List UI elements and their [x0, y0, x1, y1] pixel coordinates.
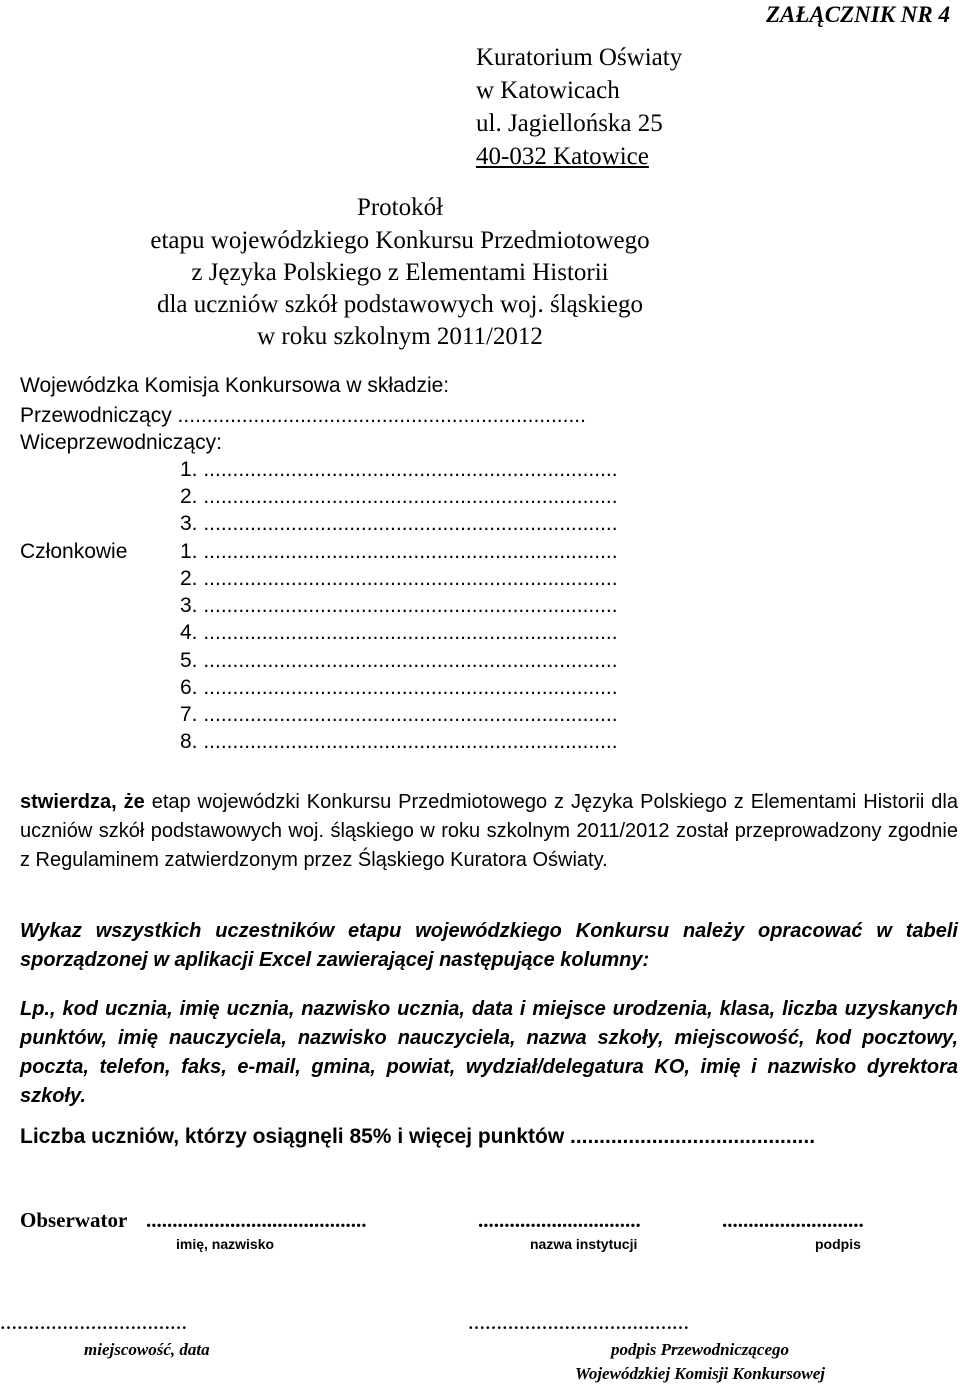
title-line-2: etapu wojewódzkiego Konkursu Przedmiotowego	[150, 227, 650, 254]
member-item-4: 4. .......................................................................	[180, 621, 618, 644]
statement-paragraph	[20, 788, 958, 875]
observer-label: Obserwator	[20, 1208, 128, 1232]
members-label: Członkowie	[20, 540, 128, 563]
vice-label: Wiceprzewodniczący:	[20, 431, 222, 454]
chair-signature-caption-2: Wojewódzkiej Komisji Konkursowej	[574, 1364, 825, 1383]
title-line-3: z Języka Polskiego z Elementami Historii	[191, 259, 609, 286]
address-line-2: w Katowicach	[476, 77, 620, 104]
instructions-intro: Wykaz wszystkich uczestników etapu wojewódzkiego Konkursu należy opracować w tabeli sporządzonej w aplikacji Excel zawierającej następujące kolumny:	[20, 920, 958, 971]
chair-signature-caption-1: podpis Przewodniczącego	[610, 1340, 790, 1359]
caption-institution: nazwa instytucji	[530, 1236, 638, 1252]
vice-item-2: 2. .......................................................................	[180, 485, 618, 508]
statement-lead: stwierdza, że	[20, 791, 145, 813]
statement-body: etap wojewódzki Konkursu Przedmiotowego z Języka Polskiego z Elementami Historii dla uczniów szkół podstawowych woj. śląskiego w roku szkolnym 2011/2012 został przeprowadzony zgodnie z Regulaminem zatwierdzonym przez Śląskiego Kuratora Oświaty.	[20, 791, 958, 871]
member-item-3: 3. .......................................................................	[180, 594, 618, 617]
observer-name-dots: ..........................................	[146, 1208, 367, 1232]
member-item-6: 6. .......................................................................	[180, 676, 618, 699]
place-date-caption: miejscowość, data	[84, 1340, 210, 1359]
title-line-1: Protokół	[356, 194, 444, 221]
students-count-line: Liczba uczniów, którzy osiągnęli 85% i więcej punktów ..........................................	[20, 1125, 816, 1148]
instructions-columns: Lp., kod ucznia, imię ucznia, nazwisko ucznia, data i miejsce urodzenia, klasa, liczba uzyskanych punktów, imię nauczyciela, nazwisko nauczyciela, nazwa szkoły, miejscowość, kod pocztowy, poczta, telefon, faks, e-mail, gmina, powiat, wydział/delegatura KO, imię i nazwisko dyrektora szkoły.	[20, 998, 958, 1107]
caption-name: imię, nazwisko	[176, 1236, 275, 1252]
chair-signature-dots: …………………………………	[468, 1314, 689, 1333]
member-item-5: 5. .......................................................................	[180, 649, 618, 672]
chair-line: Przewodniczący ......................................................................	[20, 404, 586, 427]
title-line-4: dla uczniów szkół podstawowych woj. śląskiego	[156, 291, 644, 318]
vice-item-1: 1. .......................................................................	[180, 458, 618, 481]
vice-item-3: 3. .......................................................................	[180, 512, 618, 535]
member-item-7: 7. .......................................................................	[180, 703, 618, 726]
address-line-1: Kuratorium Oświaty	[476, 44, 683, 71]
place-date-dots: ……………………………	[0, 1314, 187, 1333]
annex-label: ZAŁĄCZNIK NR 4	[765, 2, 950, 27]
caption-signature: podpis	[815, 1236, 861, 1252]
member-item-2: 2. .......................................................................	[180, 567, 618, 590]
commission-heading: Wojewódzka Komisja Konkursowa w składzie:	[20, 374, 450, 397]
member-item-1: 1. .......................................................................	[180, 540, 618, 563]
title-line-5: w roku szkolnym 2011/2012	[257, 323, 543, 350]
observer-institution-dots: ...............................	[478, 1208, 641, 1232]
member-item-8: 8. .......................................................................	[180, 730, 618, 753]
address-line-4: 40-032 Katowice	[476, 143, 649, 170]
address-line-3: ul. Jagiellońska 25	[476, 110, 663, 137]
observer-signature-dots: ...........................	[722, 1208, 864, 1232]
